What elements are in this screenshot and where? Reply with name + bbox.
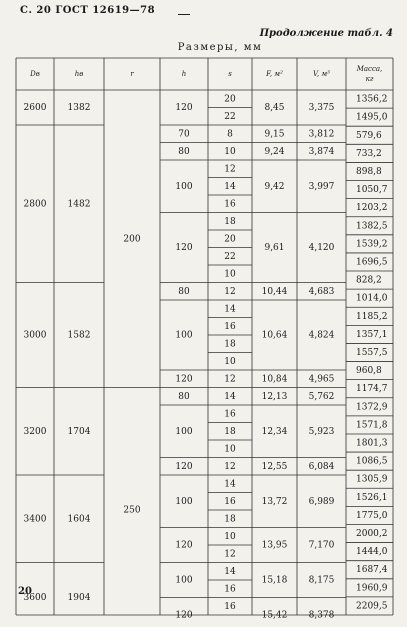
column-header: V, м³: [313, 70, 330, 78]
cell-v: 7,170: [308, 540, 335, 551]
cell-mass: 579,6: [356, 130, 382, 141]
cell-h: 80: [178, 391, 190, 402]
cell-s: 14: [224, 304, 236, 315]
cell-s: 16: [224, 496, 236, 507]
cell-mass: 1960,9: [356, 583, 388, 594]
cell-s: 10: [224, 356, 236, 367]
column-header: s: [228, 70, 232, 78]
cell-s: 16: [224, 409, 236, 420]
cell-f: 13,72: [261, 496, 288, 507]
cell-mass: 1174,7: [356, 384, 388, 395]
cell-h: 120: [175, 461, 193, 472]
cell-mass: 1571,8: [356, 420, 388, 431]
cell-f: 9,24: [264, 146, 285, 157]
cell-s: 20: [224, 94, 236, 105]
cell-s: 12: [224, 461, 236, 472]
cell-mass: 733,2: [356, 148, 382, 159]
cell-f: 9,15: [264, 129, 285, 140]
cell-mass: 1526,1: [356, 492, 388, 503]
cell-v: 4,965: [308, 374, 335, 385]
cell-h: 70: [178, 129, 190, 140]
cell-h: 120: [175, 243, 193, 253]
cell-h: 100: [175, 181, 193, 192]
column-header: Dв: [30, 70, 40, 78]
cell-mass: 1444,0: [356, 547, 388, 558]
cell-h: 100: [175, 330, 193, 341]
cell-s: 18: [224, 339, 236, 350]
column-header: r: [130, 70, 134, 78]
cell-h: 100: [175, 426, 193, 437]
cell-s: 10: [224, 269, 236, 280]
cell-mass: 1495,0: [356, 112, 388, 123]
cell-f: 9,61: [264, 243, 285, 253]
cell-s: 18: [224, 426, 236, 437]
cell-mass: 828,2: [356, 275, 382, 286]
continuation-label: Продолжение табл. 4: [259, 28, 393, 39]
cell-v: 3,812: [308, 129, 335, 140]
cell-f: 8,45: [264, 103, 285, 113]
page-number: 20: [18, 586, 32, 597]
cell-v: 3,375: [308, 103, 335, 113]
page-header: С. 20 ГОСТ 12619—78: [20, 5, 156, 16]
cell-s: 18: [224, 216, 236, 227]
cell-h: 120: [175, 103, 193, 113]
cell-s: 12: [224, 164, 236, 175]
cell-mass: 1775,0: [356, 510, 388, 521]
cell-v: 6,084: [308, 461, 335, 472]
cell-v: 8,175: [308, 575, 335, 586]
cell-d: 3400: [23, 514, 47, 525]
column-header: F, м²: [266, 70, 283, 78]
cell-mass: 1357,1: [356, 329, 388, 340]
cell-hb: 1382: [67, 103, 91, 113]
cell-s: 16: [224, 199, 236, 210]
cell-f: 12,55: [261, 461, 288, 472]
cell-mass: 2000,2: [356, 529, 388, 540]
cell-f: 12,34: [261, 426, 288, 437]
cell-v: 3,997: [308, 181, 335, 192]
cell-s: 12: [224, 286, 236, 297]
column-header-mass: Масса,: [356, 65, 383, 73]
cell-mass: 898,8: [356, 166, 382, 177]
cell-s: 10: [224, 531, 236, 542]
cell-mass: 1801,3: [356, 438, 388, 449]
cell-r: 250: [123, 505, 141, 516]
column-header: hв: [74, 70, 84, 78]
cell-v: 5,923: [308, 426, 335, 437]
cell-mass: 1086,5: [356, 456, 388, 467]
cell-d: 3000: [23, 330, 47, 341]
cell-mass: 1185,2: [356, 311, 388, 322]
cell-s: 18: [224, 514, 236, 525]
cell-h: 80: [178, 286, 190, 297]
cell-h: 120: [175, 540, 193, 551]
cell-mass: 1050,7: [356, 185, 388, 196]
cell-mass: 960,8: [356, 366, 382, 377]
cell-h: 120: [175, 374, 193, 385]
cell-f: 10,84: [261, 374, 288, 385]
cell-h: 100: [175, 496, 193, 507]
cell-s: 8: [227, 129, 233, 140]
cell-s: 14: [224, 391, 236, 402]
cell-d: 2800: [23, 199, 47, 210]
cell-d: 2600: [23, 103, 47, 113]
cell-s: 14: [224, 566, 236, 577]
cell-f: 15,42: [261, 610, 288, 621]
cell-s: 16: [224, 601, 236, 612]
cell-s: 10: [224, 444, 236, 455]
cell-mass: 1203,2: [356, 203, 388, 214]
cell-s: 14: [224, 181, 236, 192]
cell-hb: 1482: [67, 199, 91, 210]
cell-h: 100: [175, 575, 193, 586]
cell-mass: 1372,9: [356, 402, 388, 413]
cell-v: 4,683: [308, 286, 335, 297]
cell-s: 12: [224, 374, 236, 385]
cell-v: 6,989: [308, 496, 335, 507]
cell-s: 14: [224, 479, 236, 490]
cell-hb: 1582: [67, 330, 91, 341]
cell-hb: 1604: [67, 514, 91, 525]
cell-s: 22: [224, 251, 236, 262]
cell-s: 22: [224, 111, 236, 122]
cell-s: 10: [224, 146, 236, 157]
cell-v: 4,120: [308, 243, 335, 253]
cell-mass: 2209,5: [356, 601, 388, 612]
cell-f: 9,42: [264, 181, 285, 192]
cell-s: 20: [224, 234, 236, 245]
cell-mass: 1014,0: [356, 293, 388, 304]
cell-f: 15,18: [261, 575, 288, 586]
cell-f: 13,95: [261, 540, 288, 551]
cell-d: 3200: [23, 426, 47, 437]
cell-h: 120: [175, 610, 193, 621]
cell-mass: 1539,2: [356, 239, 388, 250]
cell-v: 5,762: [308, 391, 335, 402]
cell-v: 3,874: [308, 146, 335, 157]
cell-f: 10,64: [261, 330, 288, 341]
cell-s: 16: [224, 321, 236, 332]
cell-s: 16: [224, 584, 236, 595]
cell-mass: 1305,9: [356, 474, 388, 485]
cell-f: 10,44: [261, 286, 288, 297]
cell-mass: 1382,5: [356, 221, 388, 232]
cell-f: 12,13: [261, 391, 288, 402]
cell-v: 4,824: [308, 330, 335, 341]
column-header: h: [181, 70, 187, 78]
cell-h: 80: [178, 146, 190, 157]
cell-s: 12: [224, 549, 236, 560]
cell-mass: 1356,2: [356, 94, 388, 105]
cell-hb: 1904: [67, 593, 91, 603]
cell-mass: 1687,4: [356, 565, 388, 576]
table-caption: Размеры, мм: [177, 42, 263, 53]
cell-r: 200: [123, 234, 141, 245]
cell-hb: 1704: [67, 426, 91, 437]
column-header-mass-unit: кг: [365, 75, 374, 83]
cell-mass: 1557,5: [356, 348, 388, 358]
cell-d: 3600: [23, 593, 47, 603]
cell-v: 8,378: [308, 610, 335, 621]
cell-mass: 1696,5: [356, 257, 388, 268]
